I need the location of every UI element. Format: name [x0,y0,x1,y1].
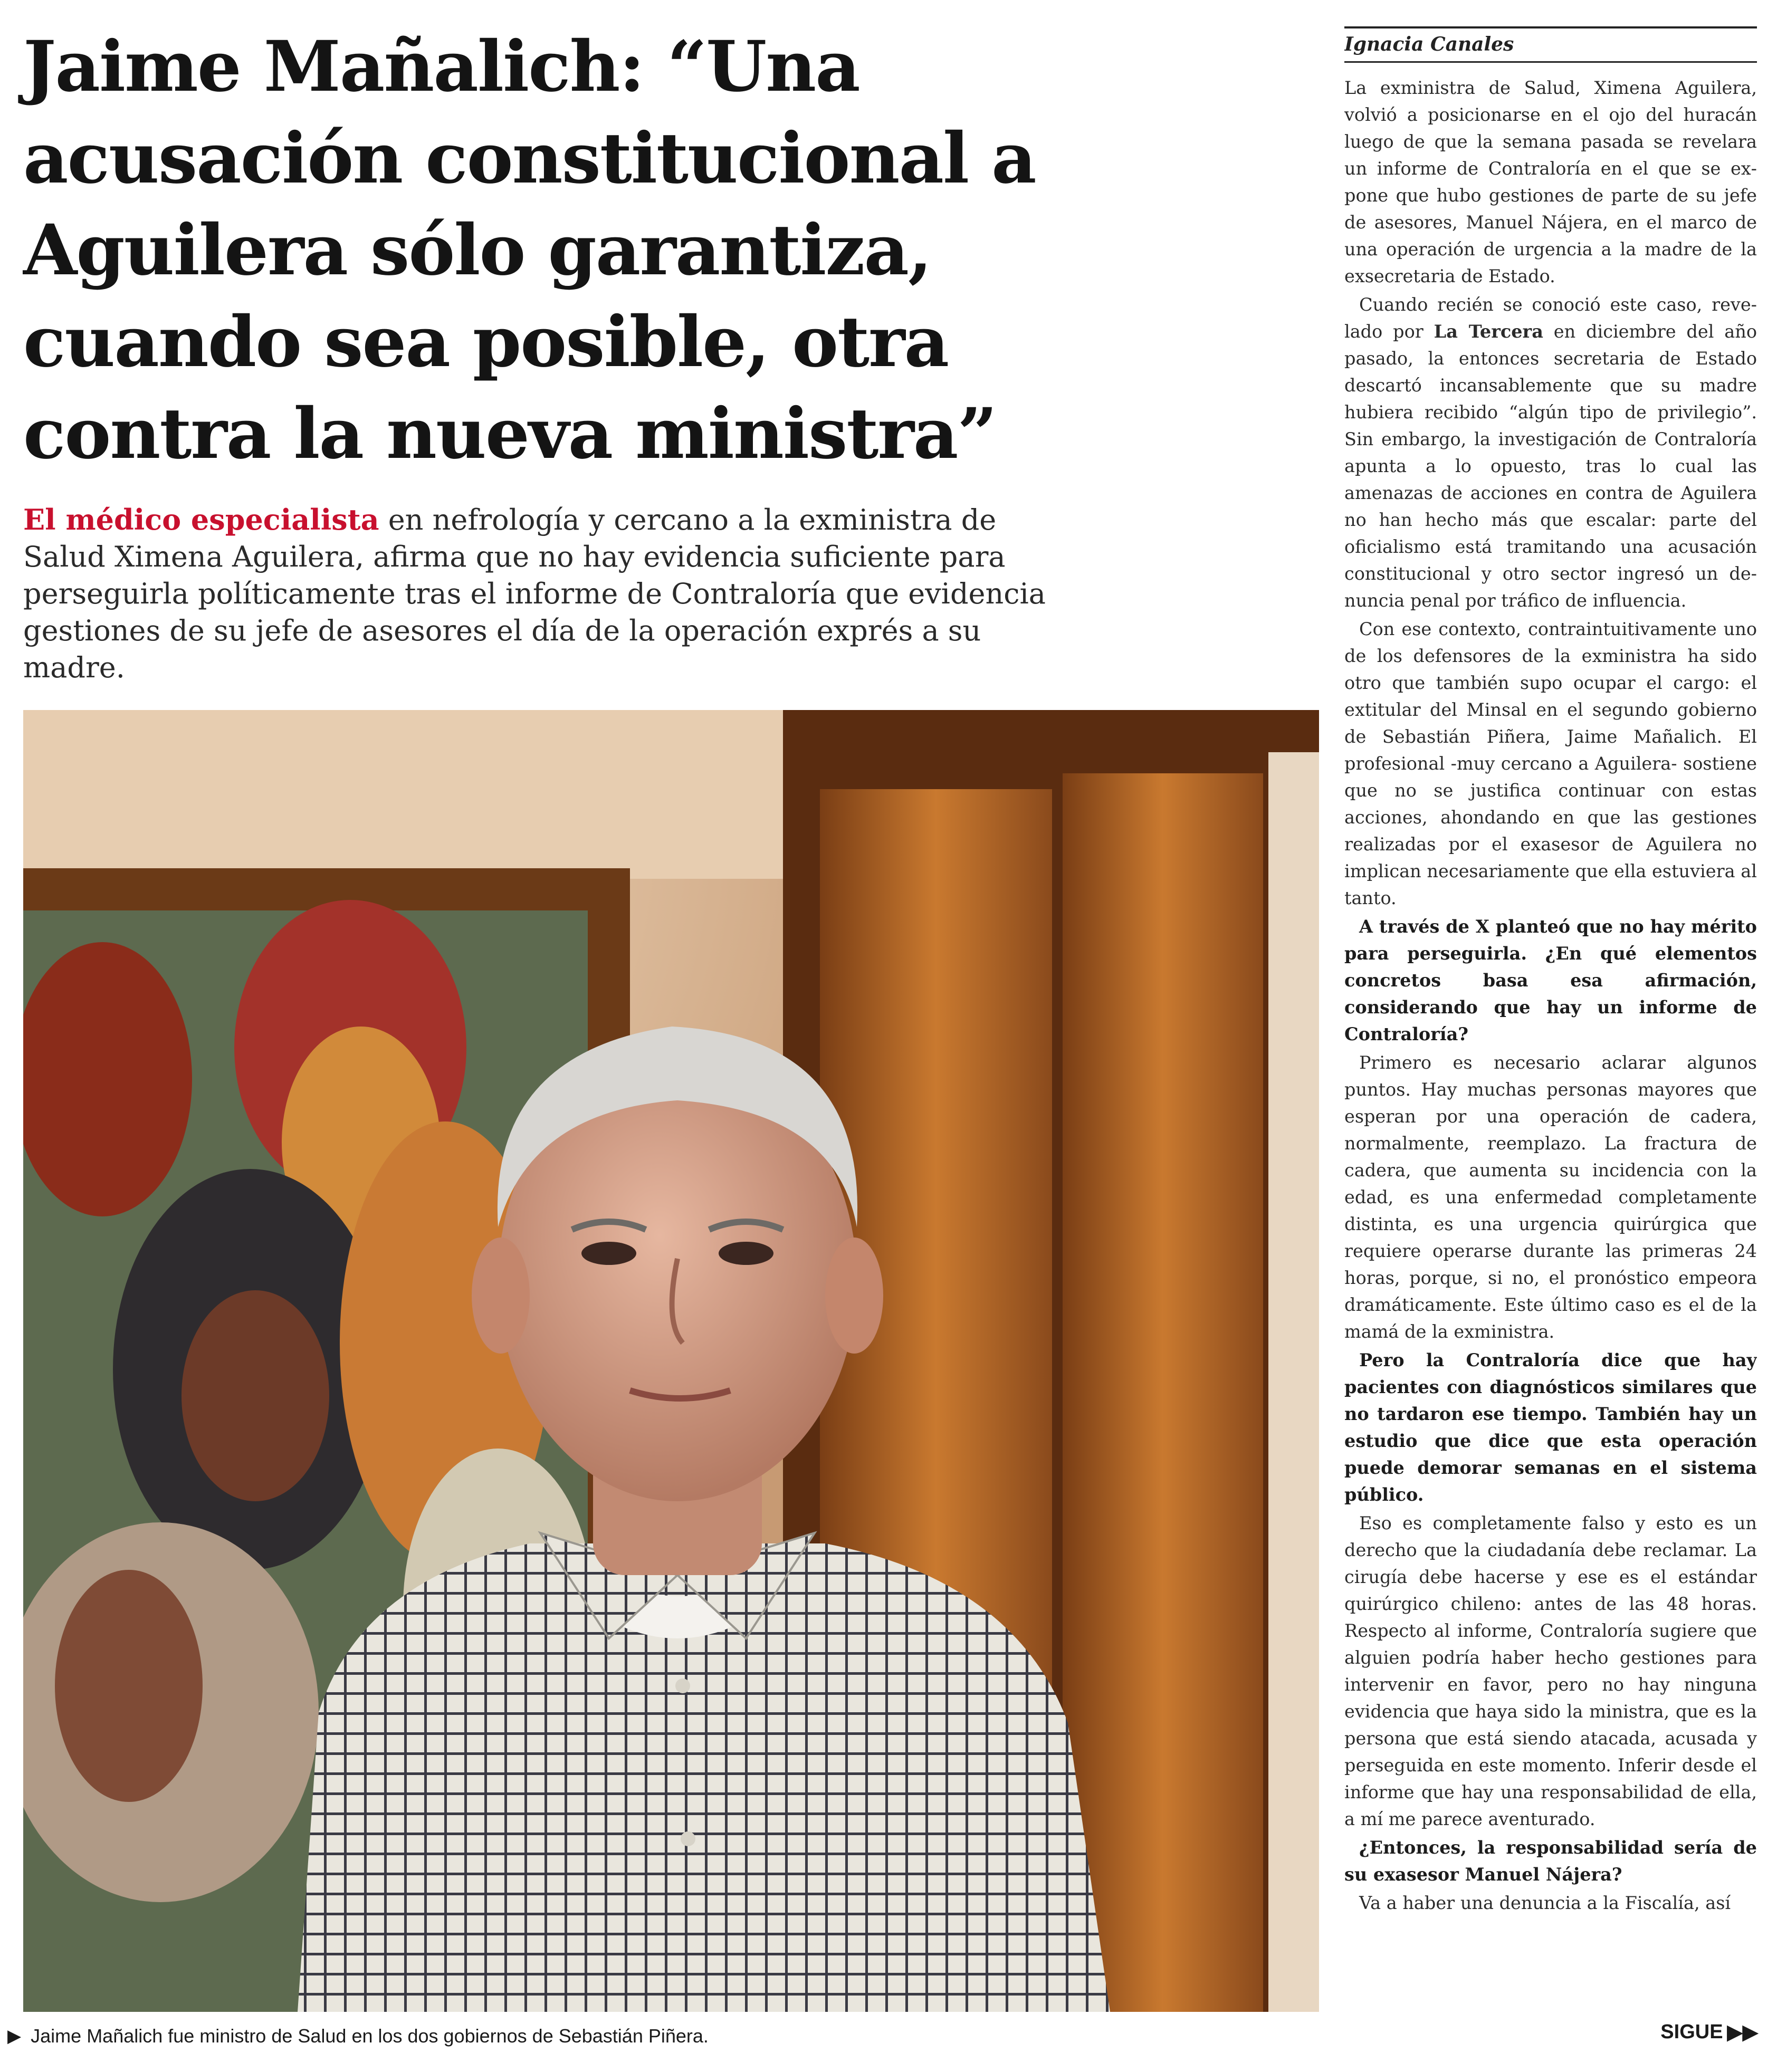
caption-text: Jaime Mañalich fue ministro de Salud en los dos gobiernos de Sebastián Piñera. [31,2025,709,2047]
photo-caption [7,2023,1316,2049]
headline: Jaime Mañalich: “Una acusación constitucional a Aguilera sólo garantiza, cuando sea posible, otra contra la nueva ministra” [23,26,1036,475]
deck-kicker: El médico especialista [23,503,379,536]
paragraph-2 [1344,291,1757,614]
question-3: ¿Entonces, la responsabilidad sería de su exasesor Manuel Nájera? [1344,1837,1757,1885]
portrait-photo [23,710,1319,2012]
answer-3: Va a haber una denuncia a la Fiscalía, así [1359,1893,1731,1913]
byline: Ignacia Canales [1344,26,1757,63]
deck [23,501,1078,686]
question-2: Pero la Contraloría dice que hay pacientes con diagnósticos similares que no tardaron ese tiempo. También hay un estudio que dice que esta operación puede demorar semanas en el sistema público. [1344,1350,1757,1505]
paragraph-1: La exministra de Salud, Ximena Aguilera, volvió a posicionarse en el ojo del huracán luego de que la semana pasada se revelara un informe de Contraloría en el que se expone que hubo gestiones de parte de su jefe de asesores, Manuel Nájera, en el marco de una operación de urgencia a la madre de la exsecretaria de Estado. [1344,78,1757,286]
paragraph-2-end: en diciembre del año pasado, la entonces secretaria de Estado descartó incansablemente que su madre hubiera recibido “algún tipo de privilegio”. Sin embargo, la investigación de Contraloría apunta a lo opuesto, tras lo cual las amenazas de acciones en contra de Aguilera no han hecho más que escalar: parte del oficialismo está tramitando una acusación constitucional y otro sector ingresó un denuncia penal por tráfico de influencia. [1344,321,1757,611]
question-1: A través de X planteó que no hay mérito para perseguirla. ¿En qué elementos concretos basa esa afirmación, considerando que hay un informe de Contraloría? [1344,916,1757,1044]
paragraph-3: Con ese contexto, contraintuitivamente uno de los defensores de la exministra ha sido otro que también supo ocupar el cargo: el extitular del Minsal en el segundo gobierno de Sebastián Piñera, Jaime Mañalich. El profesional -muy cercano a Aguilera- sostiene que no se justifica continuar con estas acciones, ahondando en que las gestiones realizadas por el exasesor de Aguilera no implican necesariamente que ella estuviera al tanto. [1344,619,1757,908]
paragraph-2-start: Cuando recién se conoció este caso, revelado por [1344,294,1757,342]
continue-marker [1660,2020,1758,2044]
deck-text: en nefrología y cercano a la exministra de Salud Ximena Aguilera, afirma que no hay evidencia suficiente para perseguirla políticamente tras el informe de Contraloría que evidencia gestiones de su jefe de asesores el día de la operación exprés a su madre. [23,503,1046,684]
double-arrow-icon: ▶▶ [1727,2021,1758,2044]
article-column [1344,26,1757,2010]
newspaper-name: La Tercera [1434,321,1543,342]
continue-label: SIGUE [1660,2021,1723,2043]
answer-2: Eso es completamente falso y esto es un derecho que la ciudadanía debe reclamar. La cirugía debe hacerse y ese es el estándar quirúrgico chileno: antes de las 48 horas. Respecto al informe, Contraloría sugiere que alguien podría haber hecho gestiones para intervenir en favor, pero no hay ninguna evidencia que haya sido la ministra, que es la persona que está siendo atacada, acusada y perseguida en este momento. Inferir desde el informe que hay una responsabilidad de ella, a mí me parece aventurado. [1344,1513,1757,1829]
answer-1: Primero es necesario aclarar algunos puntos. Hay muchas personas mayores que esperan por una operación de cadera, normalmente, reemplazo. La fractura de cadera, que aumenta su incidencia con la edad, es una enfermedad completamente distinta, es una urgencia quirúrgica que requiere operarse durante las primeras 24 horas, porque, si no, el pronóstico empeora dramáticamente. Este último caso es el de la mamá de la exministra. [1344,1052,1757,1342]
caption-marker-icon: ▶ [7,2026,22,2046]
